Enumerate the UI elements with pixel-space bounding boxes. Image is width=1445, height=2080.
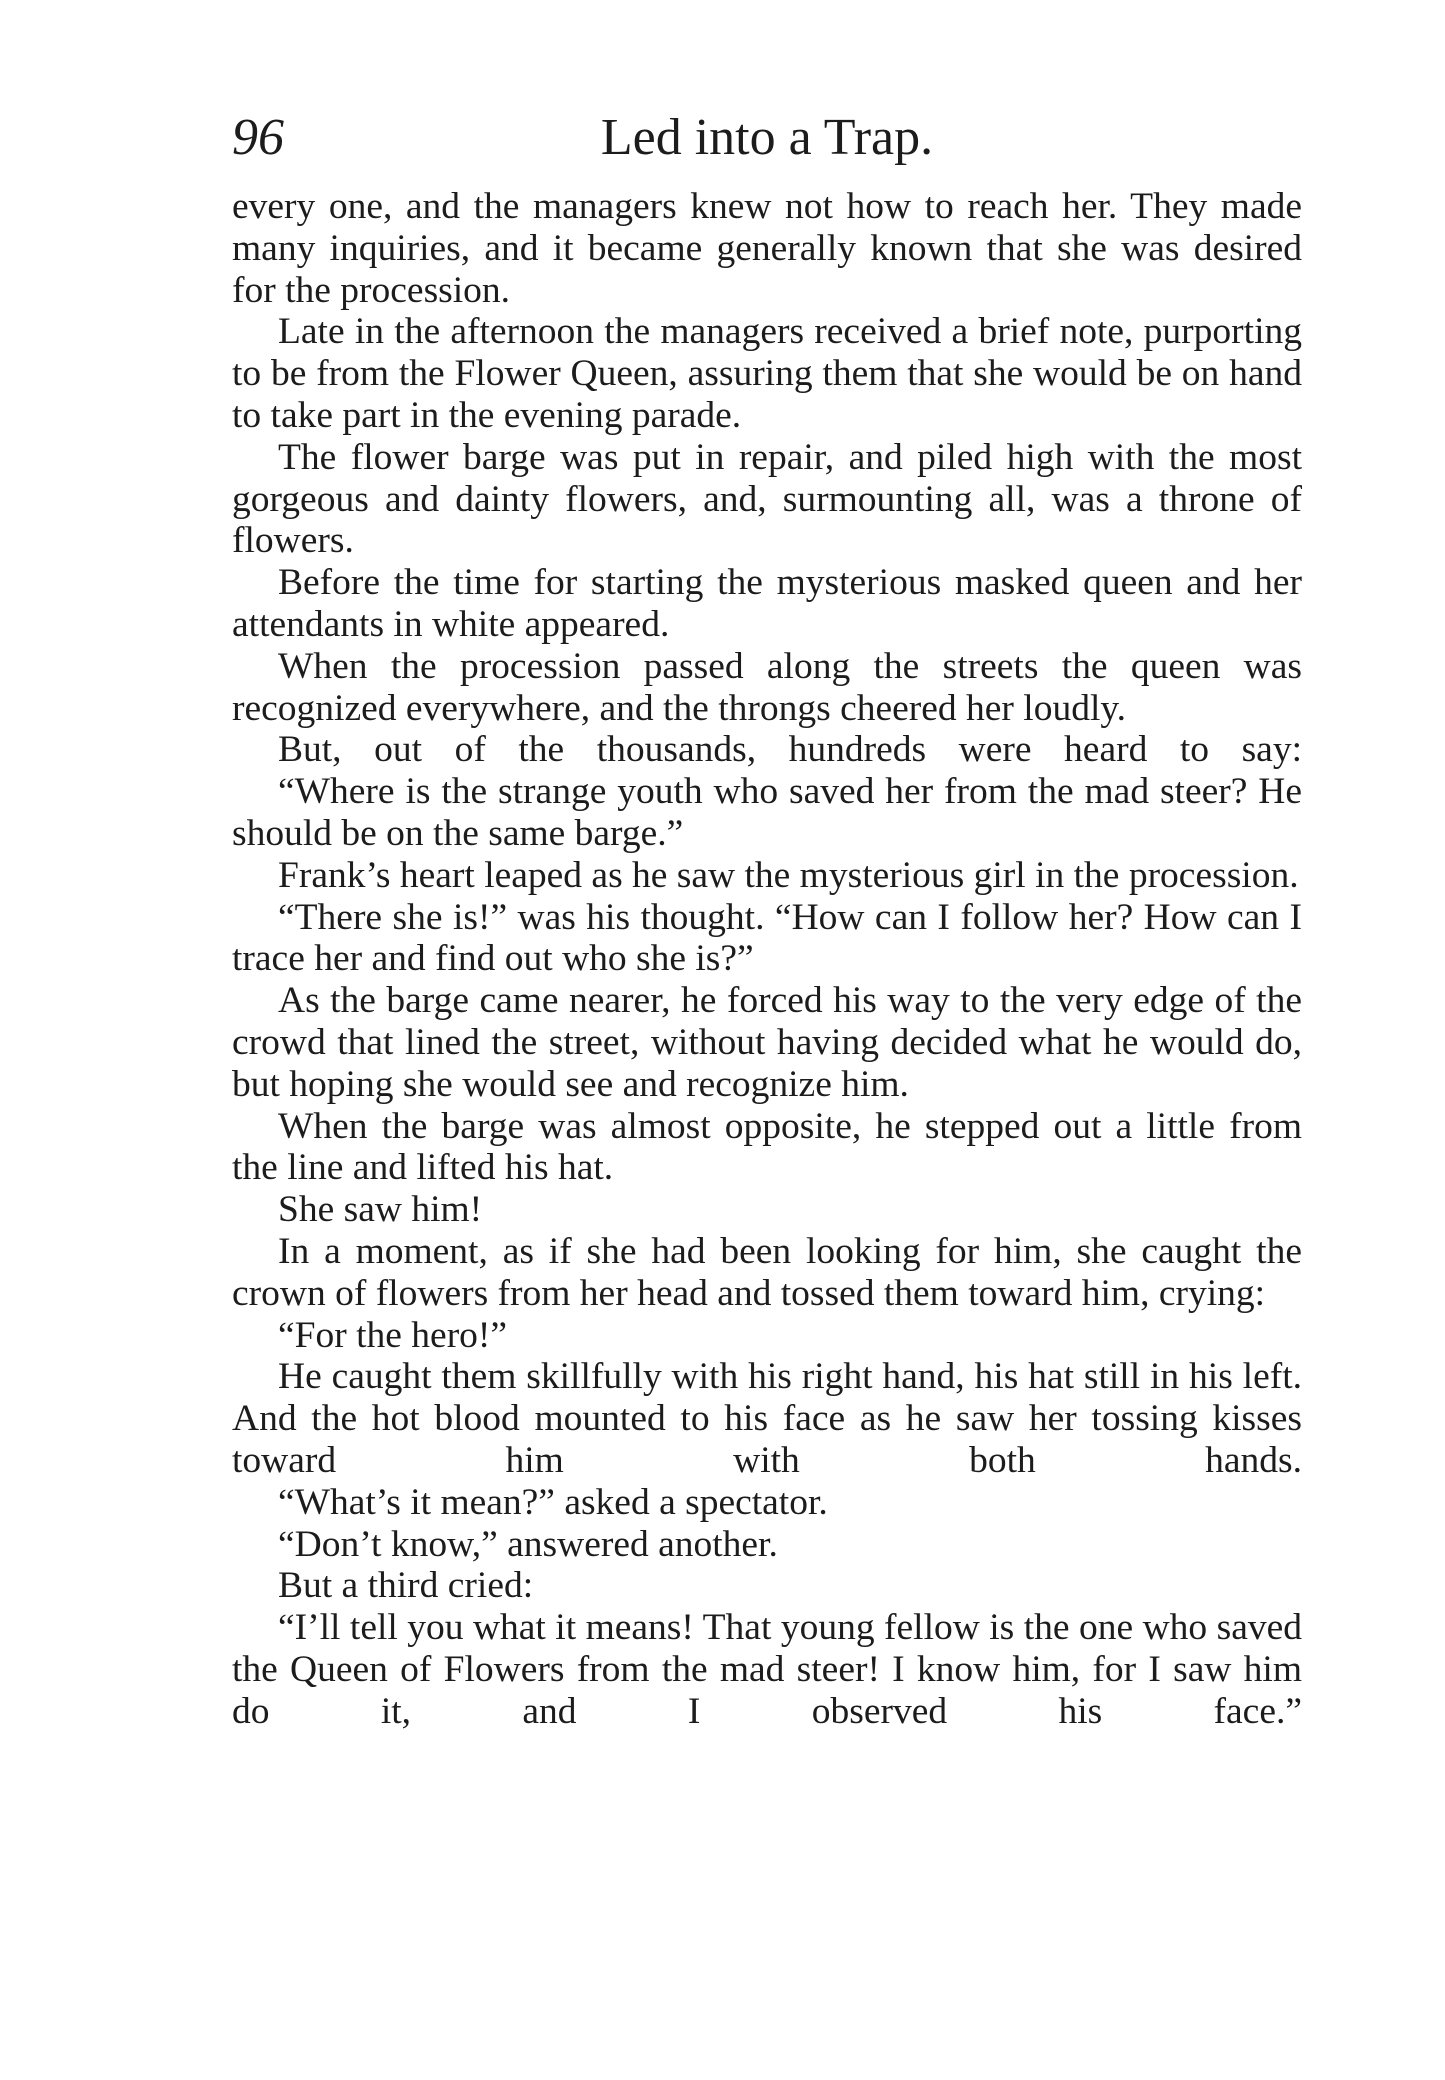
paragraph: “There she is!” was his thought. “How can I follow her? How can I trace her and find out who she is?” <box>232 896 1302 980</box>
paragraph: When the barge was almost opposite, he stepped out a little from the line and lifted his hat. <box>232 1105 1302 1189</box>
paragraph: “I’ll tell you what it means! That young fellow is the one who saved the Queen of Flowers from the mad steer! I know him, for I saw him do it, and I observed his face.” <box>232 1607 1302 1732</box>
paragraph: He caught them skillfully with his right hand, his hat still in his left. And the hot blood mounted to his face as he saw her tossing kisses toward him with both hands. <box>232 1356 1302 1481</box>
paragraph: “What’s it mean?” asked a spectator. <box>278 1481 828 1523</box>
paragraph: every one, and the managers knew not how to reach her. They made many inquiries, and it became generally known that she was desired for the procession. <box>232 186 1302 311</box>
book-page <box>232 100 1302 1732</box>
paragraph: “Don’t know,” answered another. <box>278 1523 778 1565</box>
paragraph: Late in the afternoon the managers received a brief note, purporting to be from the Flower Queen, assuring them that she would be on hand to take part in the evening parade. <box>232 311 1302 436</box>
body-text <box>232 186 1302 1732</box>
paragraph: “Where is the strange youth who saved her from the mad steer? He should be on the same barge.” <box>232 771 1302 854</box>
paragraph: Before the time for starting the mysterious masked queen and her attendants in white appeared. <box>232 562 1302 645</box>
running-title: Led into a Trap. <box>600 109 934 166</box>
paragraph: When the procession passed along the streets the queen was recognized everywhere, and the throngs cheered her loudly. <box>232 645 1302 729</box>
page-header <box>232 100 1302 186</box>
paragraph: Frank’s heart leaped as he saw the mysterious girl in the procession. <box>278 854 1299 896</box>
paragraph: The flower barge was put in repair, and piled high with the most gorgeous and dainty flowers, and, surmounting all, was a throne of flowers. <box>232 436 1302 562</box>
paragraph: “For the hero!” <box>278 1314 508 1356</box>
paragraph: But a third cried: <box>278 1565 534 1607</box>
page-number: 96 <box>232 109 284 166</box>
paragraph: But, out of the thousands, hundreds were heard to say: <box>278 729 1302 771</box>
paragraph: As the barge came nearer, he forced his way to the very edge of the crowd that lined the street, without having decided what he would do, but hoping she would see and recognize him. <box>232 980 1302 1105</box>
paragraph: She saw him! <box>278 1189 483 1231</box>
paragraph: In a moment, as if she had been looking for him, she caught the crown of flowers from her head and tossed them toward him, crying: <box>232 1230 1302 1314</box>
